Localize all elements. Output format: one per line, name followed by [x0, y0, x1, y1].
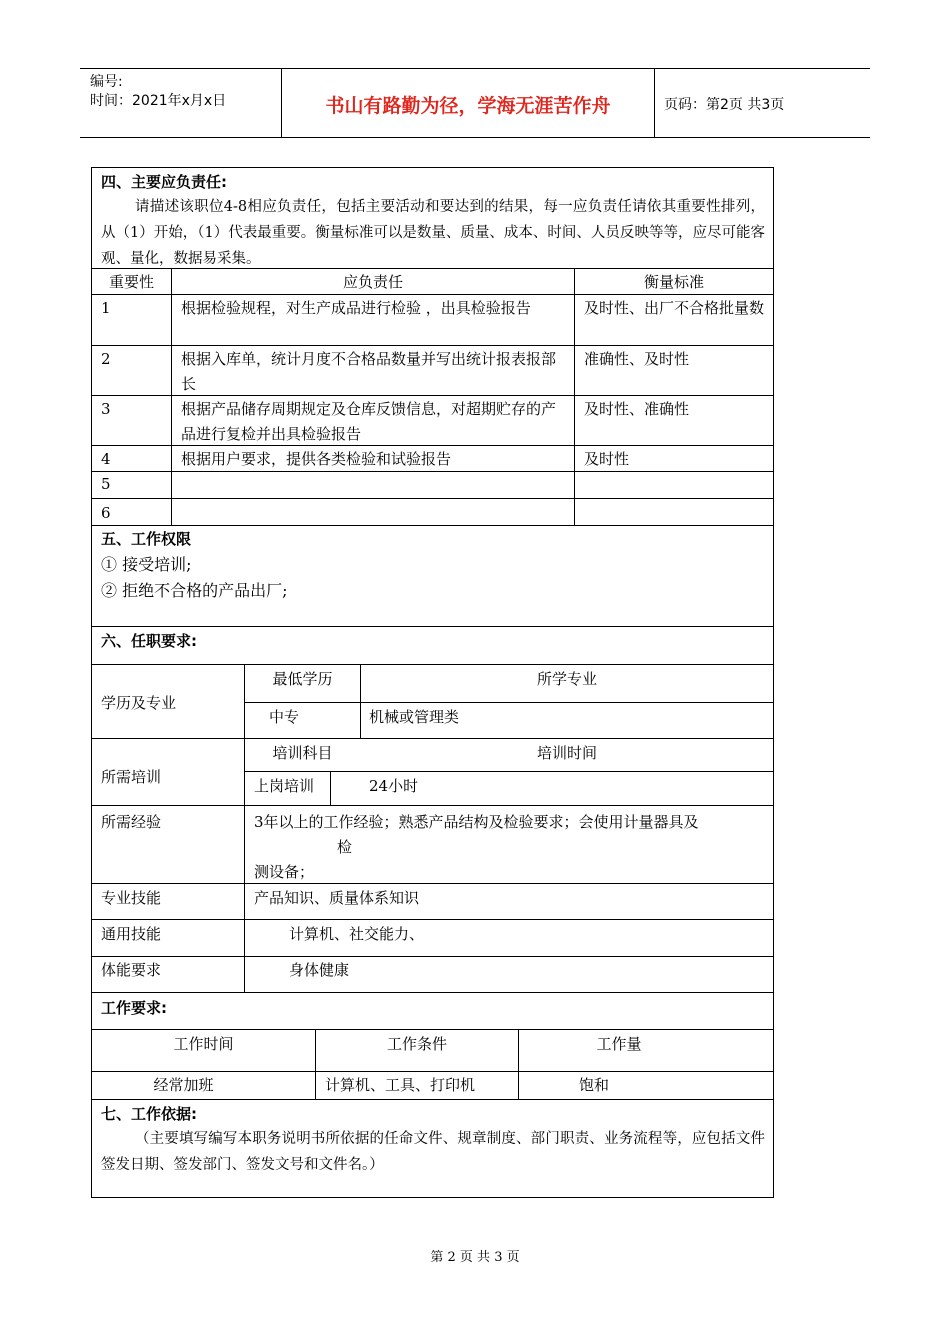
- physical-value: 身体健康: [289, 961, 350, 979]
- experience-value-cont: 检: [337, 838, 353, 856]
- duty-row-standard: 及时性、准确性: [584, 400, 690, 418]
- header-meta: [90, 73, 226, 111]
- table-line: [92, 919, 773, 920]
- duty-row-number: 6: [101, 504, 111, 522]
- col-importance-header: 重要性: [108, 273, 154, 291]
- table-line: [92, 1099, 773, 1100]
- col-duty-header: 应负责任: [342, 273, 403, 291]
- table-line: [244, 702, 773, 703]
- skill-label: 专业技能: [101, 889, 162, 907]
- permission-item: ① 接受培训;: [101, 555, 192, 574]
- work-condition-header: 工作条件: [386, 1035, 447, 1053]
- table-line: [574, 268, 575, 525]
- min-education-label: 最低学历: [272, 670, 333, 688]
- table-line: [244, 664, 245, 992]
- table-line: [92, 471, 773, 472]
- section7-text: （主要填写编写本职务说明书所依据的任命文件、规章制度、部门职责、业务流程等，应包括文件签发日期、签发部门、签发文号和文件名。）: [101, 1131, 765, 1173]
- duty-row-number: 2: [101, 350, 111, 368]
- major-value: 机械或管理类: [369, 708, 460, 726]
- col-standard-header: 衡量标准: [643, 273, 704, 291]
- section7-title: 七、工作依据:: [101, 1105, 197, 1123]
- header-page-label: 页码：第2页 共3页: [664, 97, 785, 113]
- table-line: [92, 992, 773, 993]
- time-label: 时间：2021年x月x日: [90, 93, 227, 109]
- table-line: [92, 956, 773, 957]
- work-time-value: 经常加班: [153, 1076, 214, 1094]
- table-line: [92, 498, 773, 499]
- table-line: [92, 626, 773, 627]
- table-line: [92, 525, 773, 526]
- section4-instruction: 请描述该职位4-8相应负责任，包括主要活动和要达到的结果，每一应负责任请依其重要性排列，从（1）开始，（1）代表最重要。衡量标准可以是数量、质量、成本、时间、人员反映等等，应尽可能客观、量化，数据易采集。: [101, 199, 765, 267]
- duty-row-standard: 准确性、及时性: [584, 350, 690, 368]
- duty-row-number: 4: [101, 450, 111, 468]
- duty-row-text: 根据检验规程，对生产成品进行检验 ，出具检验报告: [181, 299, 531, 317]
- duty-row-text: 根据用户要求，提供各类检验和试验报告: [181, 450, 452, 468]
- training-subject-label: 培训科目: [272, 744, 333, 762]
- duty-row-number: 5: [101, 475, 111, 493]
- table-line: [92, 664, 773, 665]
- physical-label: 体能要求: [101, 961, 162, 979]
- general-skill-value: 计算机、社交能力、: [289, 925, 425, 943]
- experience-label: 所需经验: [101, 813, 162, 831]
- table-line: [244, 771, 773, 772]
- table-line: [92, 294, 773, 295]
- header-divider: [654, 69, 655, 137]
- work-amount-value: 饱和: [579, 1076, 610, 1094]
- header-motto: 书山有路勤为径，学海无涯苦作舟: [325, 95, 611, 117]
- table-line: [330, 771, 331, 805]
- permission-item: ② 拒绝不合格的产品出厂;: [101, 581, 288, 600]
- table-line: [171, 268, 172, 525]
- page-footer: 第 2 页 共 3 页: [430, 1250, 520, 1265]
- duty-row-text: 根据入库单，统计月度不合格品数量并写出统计报表报部长: [181, 350, 557, 393]
- duty-row-standard: 及时性、出厂不合格批量数: [584, 299, 765, 317]
- duty-row-text: 根据产品储存周期规定及仓库反馈信息，对超期贮存的产品进行复检并出具检验报告: [181, 400, 557, 443]
- education-label: 学历及专业: [101, 694, 177, 712]
- section4-title: 四、主要应负责任:: [101, 173, 227, 191]
- table-line: [92, 445, 773, 446]
- min-education-value: 中专: [269, 708, 300, 726]
- table-line: [92, 345, 773, 346]
- section5-title: 五、工作权限: [101, 530, 192, 548]
- skill-value: 产品知识、质量体系知识: [254, 889, 420, 907]
- table-line: [92, 395, 773, 396]
- work-time-header: 工作时间: [173, 1035, 234, 1053]
- experience-value: 3年以上的工作经验；熟悉产品结构及检验要求；会使用计量器具及: [254, 813, 699, 831]
- work-condition-value: 计算机、工具、打印机: [325, 1076, 476, 1094]
- experience-value-cont: 测设备；: [254, 863, 315, 881]
- table-line: [92, 883, 773, 884]
- table-line: [92, 805, 773, 806]
- duty-row-standard: 及时性: [584, 450, 630, 468]
- training-subject-value: 上岗培训: [254, 777, 315, 795]
- general-skill-label: 通用技能: [101, 925, 162, 943]
- section6-title: 六、任职要求:: [101, 632, 197, 650]
- table-line: [92, 268, 773, 269]
- duty-row-number: 1: [101, 299, 111, 317]
- work-amount-header: 工作量: [596, 1035, 642, 1053]
- training-label: 所需培训: [101, 768, 162, 786]
- job-description-form: [91, 167, 774, 1198]
- table-line: [92, 738, 773, 739]
- code-label: 编号:: [90, 74, 123, 90]
- table-line: [92, 1029, 773, 1030]
- page-header: [80, 68, 870, 138]
- major-label: 所学专业: [536, 670, 597, 688]
- training-time-label: 培训时间: [536, 744, 597, 762]
- work-requirements-title: 工作要求:: [101, 999, 167, 1017]
- training-time-value: 24小时: [369, 777, 419, 795]
- table-line: [92, 1071, 773, 1072]
- duty-row-number: 3: [101, 400, 111, 418]
